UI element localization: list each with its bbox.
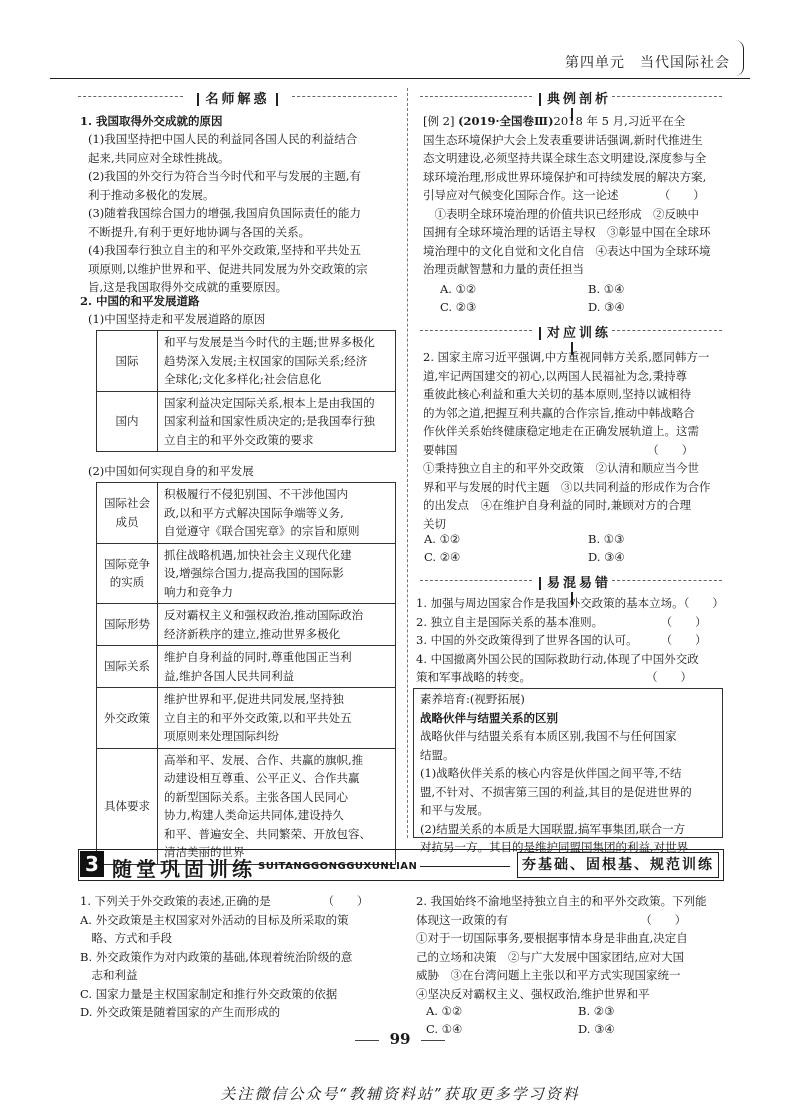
list-item: 策和军事战略的转变。 （ ） <box>416 670 692 684</box>
training-option-a: A. ①② <box>424 532 461 546</box>
example-option-a: A. ①② <box>440 282 477 296</box>
box-head: 素养培育:(视野拓展) <box>420 692 525 706</box>
table-label: 国际关系 <box>97 646 158 688</box>
section-title-dianli: 典例剖析 <box>532 88 612 122</box>
banner-rule <box>420 866 510 867</box>
q2-option-c: C. ①④ <box>426 1022 463 1036</box>
header-rule <box>50 78 750 79</box>
section-title-rule-right <box>612 330 722 331</box>
banner-pinyin: SUITANGGONGGUXUNLIAN <box>258 861 418 872</box>
table-cell: 国家利益决定国际关系,根本上是由我国的 国家利益和国家性质决定的;是我国奉行独 立自主的和平外交政策的要求 <box>158 391 396 452</box>
q2-option-a: A. ①② <box>426 1004 463 1018</box>
section-title-rule-left <box>78 96 183 97</box>
table-cell: 抓住战略机遇,加快社会主义现代化建 设,增强综合国力,提高我国的国际影 响力和竞争力 <box>158 543 396 604</box>
error-list <box>416 594 724 687</box>
table-label: 具体要求 <box>97 748 158 864</box>
list-item: 2. 独立自主是国际关系的基本准则。 （ ） <box>416 614 707 629</box>
training-option-d: D. ③④ <box>588 550 625 564</box>
banner-number: 3 <box>80 851 104 877</box>
list-item: 3. 中国的外交政策得到了世界各国的认可。 （ ） <box>416 633 707 647</box>
table-label: 国际形势 <box>97 604 158 646</box>
question-1: 1. 下列关于外交政策的表述,正确的是 （ ） A. 外交政策是主权国家对外活动的目标及所采取的策 略、方式和手段 B. 外交政策作为对内政策的基础,体现着统治阶级的意 志和利益 C. 国家力量是主权国家制定和推行外交政策的依据 D. 外交政策是随着国家的产生而形成的 <box>80 894 369 1019</box>
page-number: 99 <box>389 1030 411 1048</box>
table-row <box>97 646 396 688</box>
unit-header: 第四单元 当代国际社会 <box>565 55 730 71</box>
table-cell: 和平与发展是当今时代的主题;世界多极化 趋势深入发展;主权国家的国际关系;经济 全球化;文化多样化;社会信息化 <box>158 331 396 392</box>
table-reasons <box>96 330 396 452</box>
table-cell: 维护自身利益的同时,尊重他国正当利 益,维护各国人民共同利益 <box>158 646 396 688</box>
page-number-rule-right <box>421 1040 445 1041</box>
table-cell: 反对霸权主义和强权政治,推动国际政治 经济新秩序的建立,推动世界多极化 <box>158 604 396 646</box>
subheading-1: (1)中国坚持走和平发展道路的原因 <box>88 312 266 326</box>
table-row <box>97 543 396 604</box>
table-row <box>97 748 396 864</box>
example-option-d: D. ③④ <box>588 300 625 314</box>
header-brace-decoration <box>735 40 744 76</box>
section-title-duiying: 对应训练 <box>532 322 612 356</box>
list-item: 4. 中国撤离外国公民的国际救助行动,体现了中国外交政 <box>416 651 699 666</box>
table-how <box>96 482 396 865</box>
table-row <box>97 483 396 544</box>
table-row <box>97 688 396 749</box>
reasons-paragraph: (1)我国坚持把中国人民的利益同各国人民的利益结合 起来,共同应对全球性挑战。 (2)我国的外交行为符合当今时代和平与发展的主题,有 利于推动多极化的发展。 (3)随着我国综合国力的增强,我国肩负国际责任的能力 不断提升,有利于更好地协调与各国的关系。 (4)我国奉行独立自主的和平外交政策,坚持和平共处五 项原则,以维护世界和平、促进共同发展为外交政策的宗 旨,这是我国取得外交成就的重要原因。 <box>88 132 368 294</box>
training-option-c: C. ②④ <box>424 550 461 564</box>
training-option-b: B. ①③ <box>588 532 625 546</box>
table-label: 国际 <box>97 331 158 392</box>
q2-option-d: D. ③④ <box>578 1022 615 1036</box>
example-option-b: B. ①④ <box>588 282 625 296</box>
subheading-2: (2)中国如何实现自身的和平发展 <box>88 464 254 478</box>
section-title-rule-left <box>420 330 532 331</box>
banner-slogan: 夯基础、固根基、规范训练 <box>517 852 719 878</box>
table-label: 国际社会 成员 <box>97 483 158 544</box>
table-row <box>97 391 396 452</box>
section-title-rule-right <box>612 580 722 581</box>
training-question: 2. 国家主席习近平强调,中方重视同韩方关系,愿同韩方一 道,牢记两国建交的初心,以两国人民福祉为念,秉持尊 重彼此核心利益和重大关切的基本原则,坚持以诚相待 的为邻之道,把握互利共赢的合作宗旨,推动中韩战略合 作伙伴关系始终健康稳定地走在正确发展轨道上。这需 要韩国 （ ） ①秉持独立自主的和平外交政策 ②认清和顺应当今世 界和平与发展的时代主题 ③以共同利益的形成作为合作 的出发点 ④在维护自身利益的同时,兼顾对方的合理 关切 <box>423 350 711 531</box>
section-title-rule-left <box>420 96 532 97</box>
box-title: 战略伙伴与结盟关系的区别 <box>420 710 558 725</box>
table-cell: 高举和平、发展、合作、共赢的旗帜,推 动建设相互尊重、公平正义、合作共赢 的新型国际关系。主张各国人民同心 协力,构建人类命运共同体,建设持久 和平、普遍安全、共同繁荣、开放包容、 清洁美丽的世界 <box>158 748 396 864</box>
list-item: 1. 加强与周边国家合作是我国外交政策的基本立场。（ ） <box>416 596 724 610</box>
q2-option-b: B. ②③ <box>578 1004 615 1018</box>
table-label: 外交政策 <box>97 688 158 749</box>
literacy-box-content: 素养培育:(视野拓展) 战略伙伴与结盟关系的区别 战略伙伴与结盟关系有本质区别,我国不与任何国家 结盟。 (1)战略伙伴关系的核心内容是伙伴国之间平等,不结 盟,不针对、不损害第三国的利益,其目的是促进世界的 和平与发展。 (2)结盟关系的本质是大国联盟,搞军事集团,联合一方 对抗另一方。其目的是维护同盟国集团的利益,对世界 <box>420 690 720 857</box>
column-separator <box>407 88 408 838</box>
footer-note: 关注微信公众号“教辅资料站”获取更多学习资料 <box>220 1085 580 1103</box>
question-2: 2. 我国始终不渝地坚持独立自主的和平外交政策。下列能 体现这一政策的有 （ ） ①对于一切国际事务,要根据事情本身是非曲直,决定自 己的立场和决策 ②与广大发展中国家团结,应对大国 威胁 ③在台湾问题上主张以和平方式实现国家统一 ④坚决反对霸权主义、强权政治,维护世界和平 <box>416 894 707 1001</box>
section-title-rule-right <box>292 96 397 97</box>
table-cell: 维护世界和平,促进共同发展,坚持独 立自主的和平外交政策,以和平共处五 项原则来处理国际纠纷 <box>158 688 396 749</box>
heading-2: 2. 中国的和平发展道路 <box>80 294 200 308</box>
table-cell: 积极履行不侵犯别国、不干涉他国内 政,以和平方式解决国际争端等义务, 自觉遵守《联合国宪章》的宗旨和原则 <box>158 483 396 544</box>
section-title-mingshi: 名师解惑 <box>183 88 292 107</box>
example-option-c: C. ②③ <box>440 300 477 314</box>
section-title-rule-right <box>612 96 722 97</box>
table-label: 国内 <box>97 391 158 452</box>
table-label: 国际竞争 的实质 <box>97 543 158 604</box>
heading-1: 1. 我国取得外交成就的原因 <box>80 114 223 128</box>
section-title-yihun: 易混易错 <box>532 572 612 606</box>
section-title-rule-left <box>420 580 532 581</box>
banner-title: 随堂巩固训练 <box>112 857 256 881</box>
table-row <box>97 604 396 646</box>
example-question: [例 2] (2019·全国卷Ⅲ)2018 年 5 月,习近平在全 国生态环境保护大会上发表重要讲话强调,新时代推进生 态文明建设,必须坚持共谋全球生态文明建设,深度参与全 球环境治理,形成世界环境保护和可持续发展的解决方案, 引导应对气候变化国际合作。这一论述 （ ） ①表明全球环境治理的价值共识已经形成 ②反映中 国拥有全球环境治理的话语主导权 ③彰显中国在全球环 境治理中的文化自觉和文化自信 ④表达中国为全球环境 治理贡献智慧和力量的责任担当 <box>423 114 711 276</box>
table-row <box>97 331 396 392</box>
